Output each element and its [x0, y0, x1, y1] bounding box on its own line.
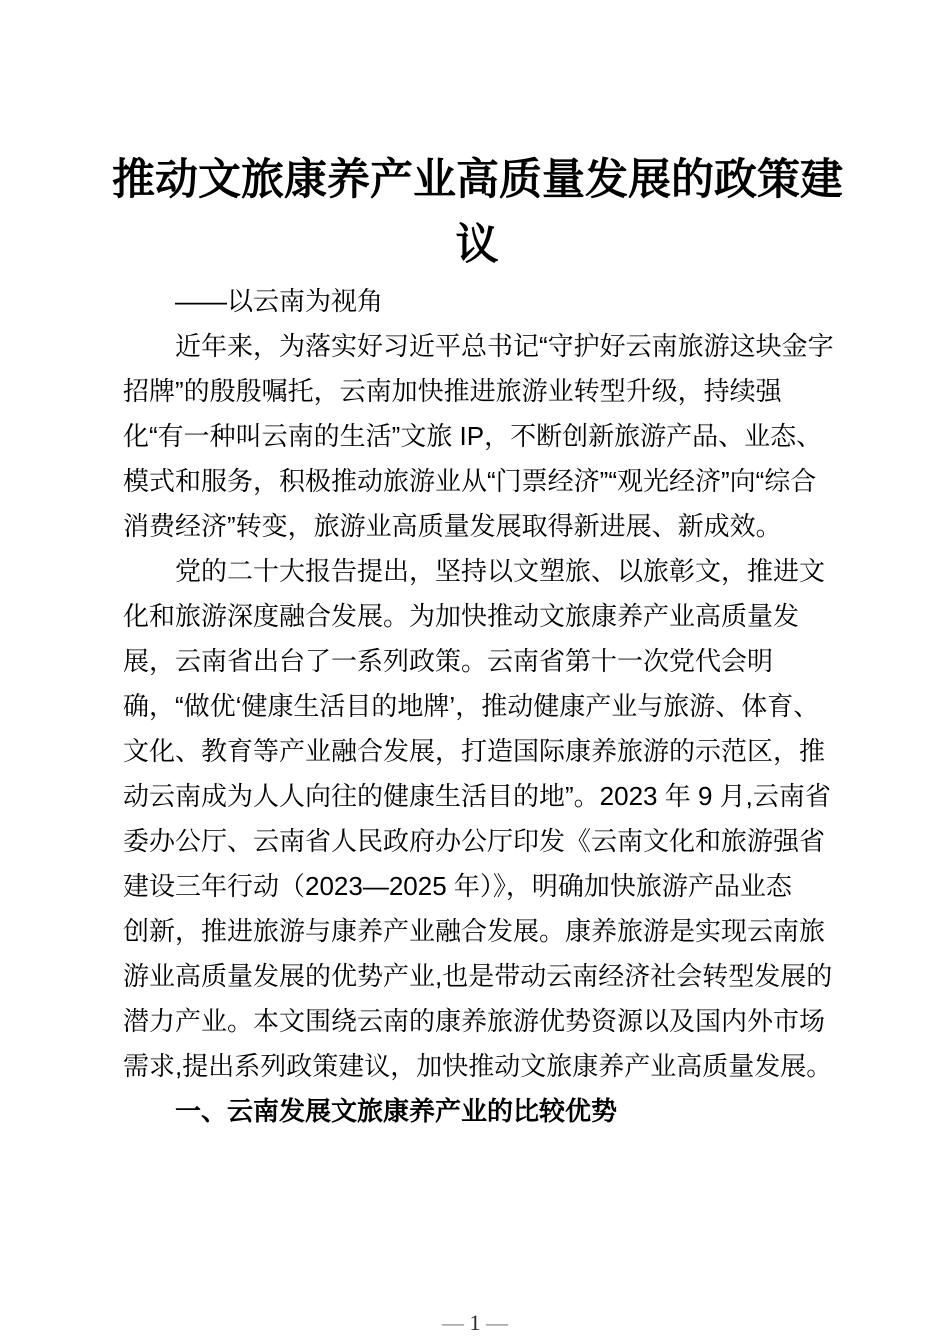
paragraph-2-line: 党的二十大报告提出，坚持以文塑旅、以旅彰文，推进文: [175, 556, 826, 586]
document-body: [123, 279, 863, 1134]
paragraph-2-line: 化和旅游深度融合发展。为加快推动文旅康养产业高质量发: [123, 601, 800, 631]
section-heading: 一、云南发展文旅康养产业的比较优势: [175, 1096, 618, 1126]
title-line-1: 推动文旅康养产业高质量发展的政策建: [112, 157, 843, 204]
paragraph-1-line: 模式和服务，积极推动旅游业从“门票经济”“观光经济”向“综合: [123, 466, 817, 496]
paragraph-2-line: 需求,提出系列政策建议，加快推动文旅康养产业高质量发展。: [123, 1051, 833, 1081]
paragraph-2-line: 潜力产业。本文围绕云南的康养旅游优势资源以及国内外市场: [123, 1006, 826, 1036]
paragraph-1-line: 招牌”的殷殷嘱托，云南加快推进旅游业转型升级，持续强: [123, 376, 782, 406]
paragraph-2-line: 展，云南省出台了一系列政策。云南省第十一次党代会明: [123, 646, 774, 676]
paragraph-1-line: 近年来，为落实好习近平总书记“守护好云南旅游这块金字: [175, 331, 834, 361]
page-number: 1: [469, 1310, 481, 1335]
paragraph-2-line: 委办公厅、云南省人民政府办公厅印发《云南文化和旅游强省: [123, 826, 826, 856]
paragraph-2-line: 确，“做优‘健康生活目的地牌’，推动健康产业与旅游、体育、: [123, 691, 820, 721]
footer-right-dash: —: [480, 1310, 508, 1335]
title-line-2: 议: [455, 222, 499, 269]
paragraph-1-line: 化“有一种叫云南的生活”文旅 IP，不断创新旅游产品、业态、: [123, 421, 823, 451]
paragraph-2-line: 创新，推进旅游与康养产业融合发展。康养旅游是实现云南旅: [123, 916, 826, 946]
paragraph-2-line: 文化、教育等产业融合发展，打造国际康养旅游的示范区，推: [123, 736, 826, 766]
document-title: [112, 148, 842, 278]
paragraph-1-line: 消费经济”转变，旅游业高质量发展取得新进展、新成效。: [123, 511, 782, 541]
page-footer: [0, 1308, 950, 1338]
paragraph-2-line: 游业高质量发展的优势产业,也是带动云南经济社会转型发展的: [123, 961, 833, 991]
subtitle: ——以云南为视角: [175, 286, 384, 316]
paragraph-2-line: 动云南成为人人向往的健康生活目的地”。2023 年 9 月,云南省: [123, 781, 831, 811]
footer-left-dash: —: [442, 1310, 470, 1335]
paragraph-2-line: 建设三年行动（2023—2025 年）》，明确加快旅游产品业态: [123, 871, 792, 901]
